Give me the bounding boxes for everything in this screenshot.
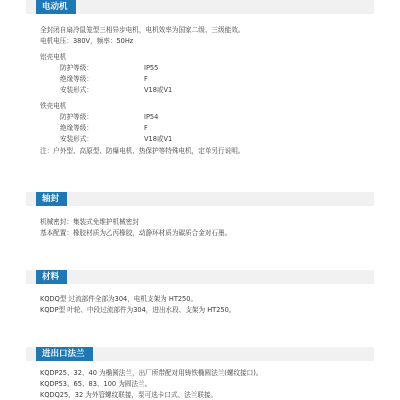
material-kqdp: KQDP型 叶轮、中段过流部件为304，进出水段、支架为 HT250。 xyxy=(40,306,236,314)
flange-thread: KQDQ25、32 为外管螺纹联接，泵可选卡口式、法兰联接。 xyxy=(40,391,218,399)
section-header-material xyxy=(26,270,374,284)
aluminum-motor-heading: 铝壳电机 xyxy=(40,53,67,61)
material-kqdq: KQDQ型 过流部件全部为304，电机支架为 HT250。 xyxy=(40,295,198,303)
aluminum-protection-label: 防护等级： xyxy=(60,64,93,72)
section-title-motor: 电动机 xyxy=(36,0,76,14)
section-header-flange xyxy=(26,347,374,361)
motor-voltage: 电机电压：380V，频率：50Hz xyxy=(40,37,134,45)
aluminum-insulation-label: 绝缘等级： xyxy=(60,75,93,83)
motor-description: 全封闭自扇冷鼠笼型三相异步电机，电机效率为国家二级、三级能效。 xyxy=(40,26,245,34)
seal-basic-config: 基本配置：橡胶材质为乙丙橡胶，动静环材质为碳质合金对石墨。 xyxy=(40,229,232,237)
aluminum-mounting-value: V18或V1 xyxy=(144,86,173,94)
flange-oval: KQDP25、32、40 为椭圆法兰，出厂所带配对用铸铁椭圆法兰(螺纹接口)。 xyxy=(40,369,263,377)
iron-insulation-value: F xyxy=(144,124,148,132)
iron-protection-label: 防护等级： xyxy=(60,113,93,121)
iron-insulation-label: 绝缘等级： xyxy=(60,124,93,132)
aluminum-mounting-label: 安装形式： xyxy=(60,86,93,94)
section-title-seal: 轴封 xyxy=(36,192,67,206)
section-title-flange: 进出口法兰 xyxy=(36,347,93,361)
iron-mounting-label: 安装形式： xyxy=(60,135,93,143)
aluminum-protection-value: IP55 xyxy=(144,64,159,72)
aluminum-insulation-value: F xyxy=(144,75,148,83)
flange-round: KQDP53、65、83、100 为圆法兰。 xyxy=(40,380,152,388)
section-title-material: 材料 xyxy=(36,270,67,284)
section-header-seal xyxy=(26,192,374,206)
seal-mechanical: 机械密封：集装式免维护机械密封 xyxy=(40,218,139,226)
motor-note: 注：户外型、高原型、防爆电机、热保护等特殊电机，定单另行说明。 xyxy=(40,147,245,155)
iron-mounting-value: V18或V1 xyxy=(144,135,173,143)
section-header-motor xyxy=(26,0,374,14)
iron-motor-heading: 铁壳电机 xyxy=(40,102,67,110)
iron-protection-value: IP54 xyxy=(144,113,159,121)
